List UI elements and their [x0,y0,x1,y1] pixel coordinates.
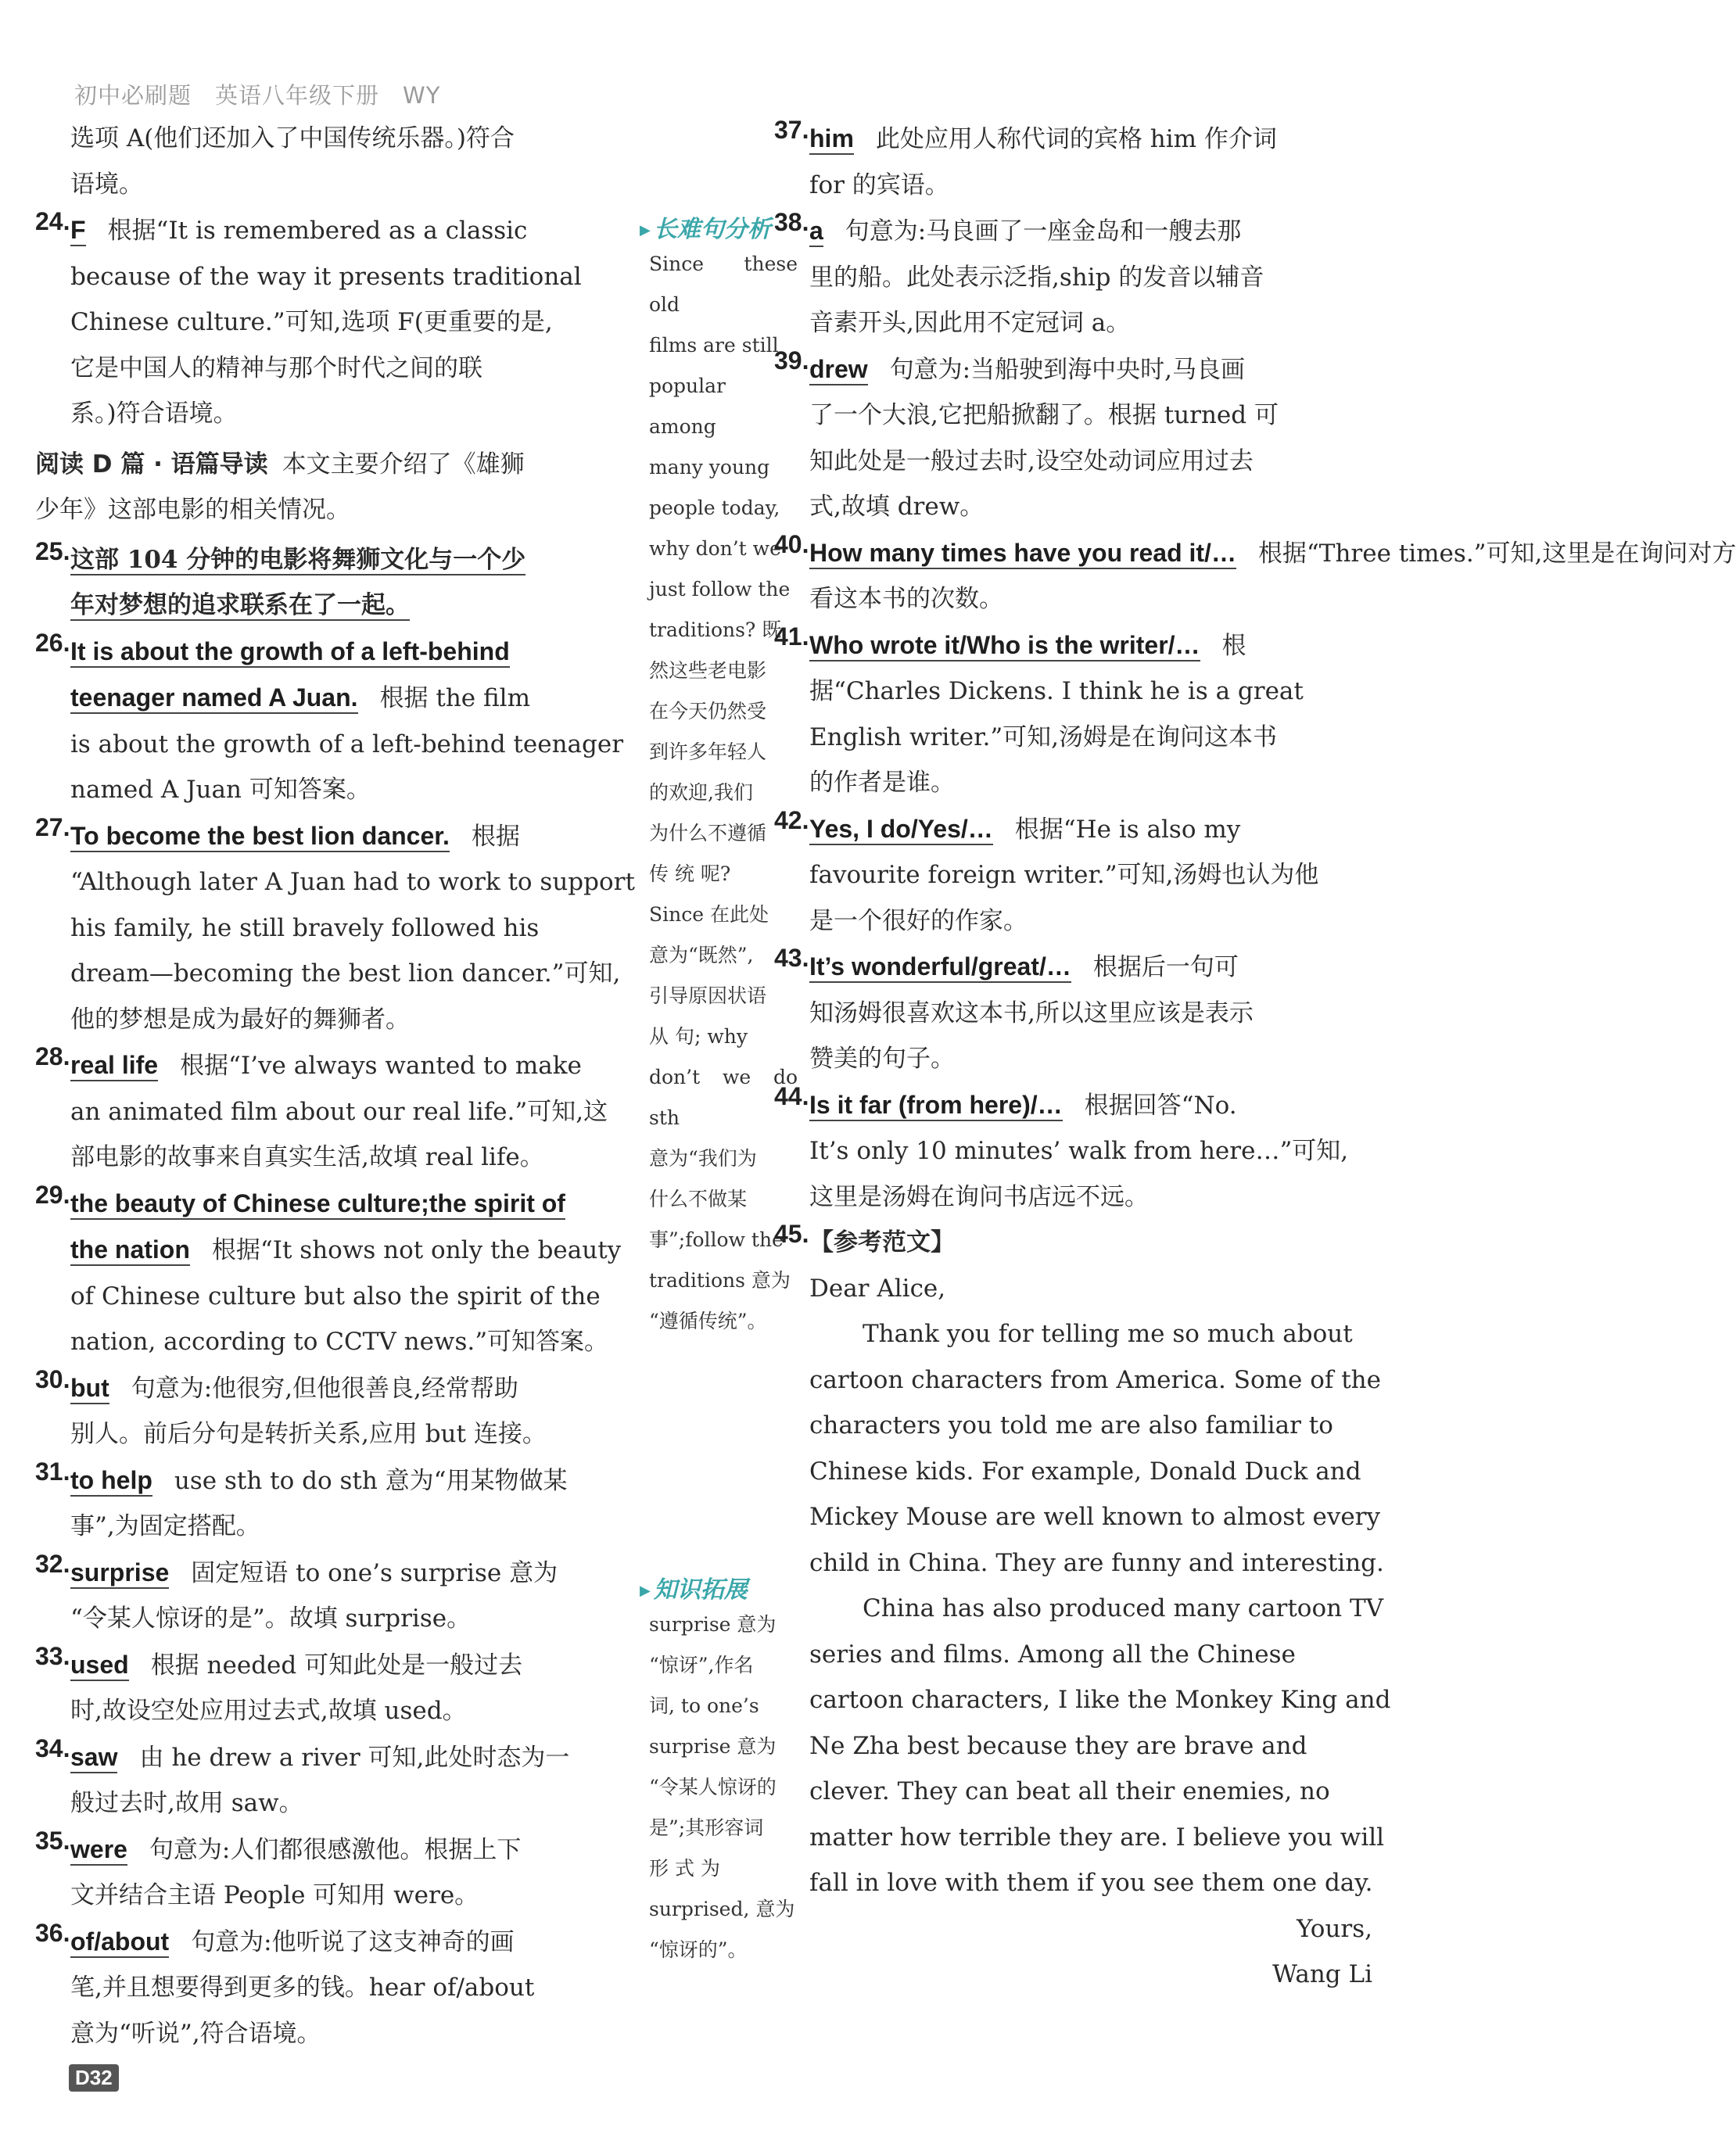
note-line: 是”;其形容词 [649,1816,764,1839]
answer-line [70,207,633,254]
question-number: 44. [774,1081,809,1110]
explanation-line: dream—becoming the best lion dancer.”可知, [70,959,621,988]
letter-line: cartoon characters, I like the Monkey King and [809,1686,1391,1714]
explanation-text: 句意为:人们都很感激他。根据上下 [149,1835,522,1864]
question-37 [774,116,1372,208]
question-42 [774,805,1372,945]
question-number: 26. [35,628,70,657]
answer-text: saw [70,1743,117,1773]
explanation-text: 根据 needed 可知此处是一般过去 [150,1651,523,1680]
left-column [35,116,635,2056]
question-39 [774,346,1372,530]
note-line: 什么不做某 [649,1188,748,1210]
model-essay-label: 【参考范文】 [809,1228,955,1257]
explanation-line: favourite foreign writer.”可知,汤姆也认为他 [809,861,1319,889]
answer-text: Yes, I do/Yes/… [809,815,993,845]
answer-text: to help [70,1466,152,1497]
explanation-line: 音素开头,因此用不定冠词 a。 [809,309,1131,337]
reading-guide-text: 本文主要介绍了《雄狮 [282,450,525,479]
explanation-line: English writer.”可知,汤姆是在询问这本书 [809,722,1278,751]
answer-text: F [70,216,86,246]
explanation-line: 般过去时,故用 saw。 [70,1789,303,1817]
question-number: 37. [774,116,809,144]
explanation-line: 知此处是一般过去时,设空处动词应用过去 [809,446,1254,475]
continued-text: 选项 A(他们还加入了中国传统乐器。)符合 [70,124,515,152]
answer-text: him [809,124,854,155]
explanation-text: 根据“It shows not only the beauty [211,1236,622,1264]
answer-line [809,116,1372,163]
explanation-line: nation, according to CCTV news.”可知答案。 [70,1328,609,1356]
note-line: 形 式 为 [649,1857,720,1880]
answer-line [70,1181,633,1228]
note-line: 意为“既然”, [649,944,754,966]
note-line: 引导原因状语 [649,984,767,1007]
note-line: just follow the [649,578,791,601]
explanation-line: “Although later A Juan had to work to support [70,868,635,896]
explanation-text: 根据 the film [379,684,530,712]
reading-guide [35,442,633,532]
answer-text: but [70,1374,109,1404]
explanation-text: 句意为:当船驶到海中央时,马良画 [889,355,1245,384]
question-number: 33. [35,1641,70,1670]
question-number: 32. [35,1549,70,1578]
note-line: films are still [649,334,779,357]
explanation-line: It’s only 10 minutes’ walk from here…”可知, [809,1137,1349,1165]
answer-text: Who wrote it/Who is the writer/… [809,631,1200,661]
question-34 [35,1733,633,1827]
explanation-line: 的作者是谁。 [809,769,955,797]
note-line: many young [649,456,770,479]
explanation-line: 里的船。此处表示泛指,ship 的发音以辅音 [809,263,1264,292]
letter-line: matter how terrible they are. I believe you will [809,1823,1385,1852]
question-26 [35,628,633,813]
explanation-line: 赞美的句子。 [809,1045,955,1073]
question-number: 36. [35,1918,70,1947]
page-header [74,78,464,110]
question-40 [774,529,1736,622]
page-number: D32 [69,2064,119,2092]
answer-line [809,346,1372,393]
explanation-text: 根 [1221,631,1246,660]
explanation-line: 文并结合主语 People 可知用 were。 [70,1881,479,1909]
question-number: 45. [774,1220,809,1248]
note-line: traditions 意为 [649,1269,791,1292]
question-33 [35,1641,633,1734]
answer-line [70,1550,633,1597]
letter-line: China has also produced many cartoon TV [863,1594,1384,1622]
note-line: traditions? 既 [649,618,782,641]
answer-line [70,1457,633,1504]
note-line: people today, [649,497,780,519]
note-line: why don’t we [649,537,781,560]
explanation-text: 固定短语 to one’s surprise 意为 [191,1558,558,1587]
explanation-text: 根据“It is remembered as a classic [107,217,528,245]
letter-line: Chinese kids. For example, Donald Duck and [809,1457,1361,1486]
explanation-line: 时,故设空处应用过去式,故填 used。 [70,1697,467,1725]
question-41 [774,622,1372,806]
note-line: Since 在此处 [649,903,769,926]
answer-text: surprise [70,1558,169,1589]
explanation-line: 部电影的故事来自真实生活,故填 real life。 [70,1143,544,1171]
question-number: 39. [774,346,809,375]
answer-text: 这部 104 分钟的电影将舞狮文化与一个少 [70,545,526,574]
knowledge-extension-text [649,1604,798,1970]
explanation-line: an animated film about our real life.”可知,这 [70,1097,608,1126]
explanation-line: 据“Charles Dickens. I think he is a great [809,677,1304,705]
continued-text: 语境。 [70,170,143,199]
explanation-line: 看这本书的次数。 [809,585,1003,613]
note-line: “遵循传统”。 [649,1310,767,1332]
explanation-line: is about the growth of a left-behind teenager [70,730,624,758]
note-line: surprise 意为 [649,1735,777,1758]
question-35 [35,1826,633,1919]
question-25 [35,536,633,629]
question-number: 35. [35,1826,70,1855]
answer-line [70,1734,633,1781]
note-line: surprise 意为 [649,1613,777,1636]
knowledge-extension-box [649,1570,798,1970]
note-line: 然这些老电影 [649,659,767,682]
answer-line [70,1042,633,1089]
explanation-line: 别人。前后分句是转折关系,应用 but 连接。 [70,1420,547,1448]
question-number: 43. [774,944,809,972]
question-number: 41. [774,622,809,651]
letter-line: cartoon characters from America. Some of the [809,1365,1381,1394]
answer-line [809,944,1372,991]
answer-text: It is about the growth of a left-behind [70,637,510,668]
note-line: 传 统 呢? [649,862,731,885]
explanation-line: “令某人惊讶的是”。故填 surprise。 [70,1604,472,1633]
explanation-text: 根据“I’ve always wanted to make [180,1052,582,1080]
letter-line: series and films. Among all the Chinese [809,1640,1296,1669]
question-43 [774,944,1372,1082]
letter-line: Mickey Mouse are well known to almost every [809,1503,1381,1531]
note-line: “惊讶的”。 [649,1938,748,1961]
question-number: 28. [35,1042,70,1070]
explanation-text: 根据“Three times.”可知,这里是在询问对方 [1257,539,1736,568]
answer-line [70,675,633,722]
letter-salutation: Dear Alice, [809,1274,946,1303]
explanation-line: his family, he still bravely followed his [70,913,540,942]
note-line: don’t we do sth [649,1066,798,1129]
explanation-text: 句意为:马良画了一座金岛和一艘去那 [845,217,1242,246]
answer-text: teenager named A Juan. [70,683,358,714]
right-column [774,116,1736,1998]
letter-line: characters you told me are also familiar to [809,1411,1333,1439]
answer-text: the nation [70,1235,190,1266]
explanation-line: 他的梦想是成为最好的舞狮者。 [70,1005,410,1034]
explanation-line: named A Juan 可知答案。 [70,776,371,804]
long-sentence-analysis-title: ▶ 长难句分析 [640,210,798,244]
question-27 [35,812,635,1043]
letter-line: child in China. They are funny and interesting. [809,1548,1384,1577]
reading-guide-tag: 阅读 D 篇 · 语篇导读 [35,450,268,479]
explanation-line: of Chinese culture but also the spirit of the [70,1282,601,1310]
note-line: Since these old [649,253,798,316]
answer-line [809,208,1372,255]
question-number: 34. [35,1733,70,1762]
book-title: 初中必刷题 [74,82,192,109]
note-line: 意为“我们为 [649,1147,757,1170]
answer-text: Is it far (from here)/… [809,1091,1063,1121]
note-line: surprised, 意为 [649,1898,795,1920]
answer-text: To become the best lion dancer. [70,822,450,852]
answer-line [70,1365,633,1412]
question-29 [35,1180,633,1365]
explanation-text: 此处应用人称代词的宾格 him 作介词 [875,125,1277,153]
note-line: “令某人惊讶的 [649,1776,777,1798]
question-number: 42. [774,805,809,834]
explanation-text: 句意为:他听说了这支神奇的画 [191,1927,515,1956]
explanation-text: 根据后一句可 [1092,953,1239,981]
letter-line: clever. They can beat all their enemies, no [809,1777,1330,1805]
answer-text: the beauty of Chinese culture;the spirit of [70,1189,565,1220]
letter-signature: Wang Li [1272,1960,1372,1988]
answer-text: It’s wonderful/great/… [809,952,1071,983]
explanation-line: Chinese culture.”可知,选项 F(更重要的是, [70,308,553,336]
note-line: 在今天仍然受 [649,700,767,722]
question-45 [774,1220,1391,1998]
explanation-text: use sth to do sth 意为“用某物做某 [174,1466,568,1495]
question-30 [35,1364,633,1457]
answer-line [70,813,633,860]
explanation-line: 意为“听说”,符合语境。 [70,2019,321,2048]
question-number: 38. [774,208,809,236]
reading-guide-line [35,442,633,487]
note-line: popular among [649,375,726,438]
answer-text: were [70,1835,127,1866]
answer-text: of/about [70,1927,169,1958]
explanation-line: 事”,为固定搭配。 [70,1512,260,1540]
answer-line [809,530,1736,577]
answer-line [809,806,1372,853]
answer-line [70,1642,633,1689]
answer-line [70,629,633,676]
question-number: 27. [35,812,70,841]
explanation-line: 是一个很好的作家。 [809,906,1028,935]
knowledge-extension-title: ▶ 知识拓展 [640,1570,798,1604]
note-line: “惊讶”,作名 [649,1654,754,1676]
answer-line [70,1227,633,1274]
answer-text: a [809,217,823,247]
answer-line [70,537,633,583]
explanation-line: for 的宾语。 [809,170,949,199]
long-sentence-analysis-box [649,210,798,1342]
question-number: 40. [774,529,809,558]
question-44 [774,1081,1372,1221]
explanation-line: 式,故填 drew。 [809,493,985,521]
question-31 [35,1457,633,1550]
question-number: 24. [35,207,70,235]
explanation-line: 它是中国人的精神与那个时代之间的联 [70,353,482,382]
note-line: 的欢迎,我们 [649,781,753,804]
reading-guide-text: 少年》这部电影的相关情况。 [35,495,350,524]
note-line: 从 句; why [649,1025,748,1048]
note-line: 词, to one’s [649,1694,759,1717]
question-38 [774,208,1372,346]
question-32 [35,1549,633,1642]
answer-text: real life [70,1051,158,1081]
answer-line [70,583,633,629]
question-number: 30. [35,1364,70,1393]
answer-text: How many times have you read it/… [809,539,1236,569]
explanation-line: 这里是汤姆在询问书店远不远。 [809,1182,1149,1211]
letter-line: Thank you for telling me so much about [863,1320,1353,1348]
note-line: 到许多年轻人 [649,740,767,763]
answer-line [809,622,1372,669]
explanation-line: 知汤姆很喜欢这本书,所以这里应该是表示 [809,999,1254,1027]
answer-text: used [70,1651,129,1681]
explanation-line: 笔,并且想要得到更多的钱。hear of/about [70,1974,535,2002]
answer-text: drew [809,355,868,385]
question-36 [35,1918,633,2057]
explanation-line: because of the way it presents traditional [70,262,582,291]
book-subject: 英语八年级下册 [215,82,380,109]
explanation-text: 根据“He is also my [1014,815,1241,844]
explanation-text: 根据回答“No. [1084,1091,1237,1120]
book-edition: WY [403,82,441,109]
explanation-text: 根据 [471,822,520,851]
answer-line [70,1827,633,1873]
note-line: 为什么不遵循 [649,822,767,844]
question-number: 31. [35,1457,70,1486]
answer-line [809,1082,1372,1129]
explanation-line: 系。)符合语境。 [70,400,238,428]
question-24 [35,207,633,437]
question-number: 25. [35,536,70,565]
letter-line: Ne Zha best because they are brave and [809,1731,1307,1760]
explanation-text: 句意为:他很穷,但他很善良,经常帮助 [131,1374,518,1403]
note-line: 事”;follow the [649,1228,784,1251]
explanation-line: 了一个大浪,它把船掀翻了。根据 turned 可 [809,401,1279,429]
letter-line: fall in love with them if you see them one day. [809,1869,1373,1897]
question-28 [35,1042,633,1181]
explanation-text: 由 he drew a river 可知,此处时态为一 [139,1743,570,1772]
letter-closing: Yours, [1297,1914,1372,1943]
long-sentence-analysis-text [649,244,798,1342]
question-number: 29. [35,1180,70,1209]
answer-line [70,1919,633,1966]
answer-text: 年对梦想的追求联系在了一起。 [70,591,410,619]
